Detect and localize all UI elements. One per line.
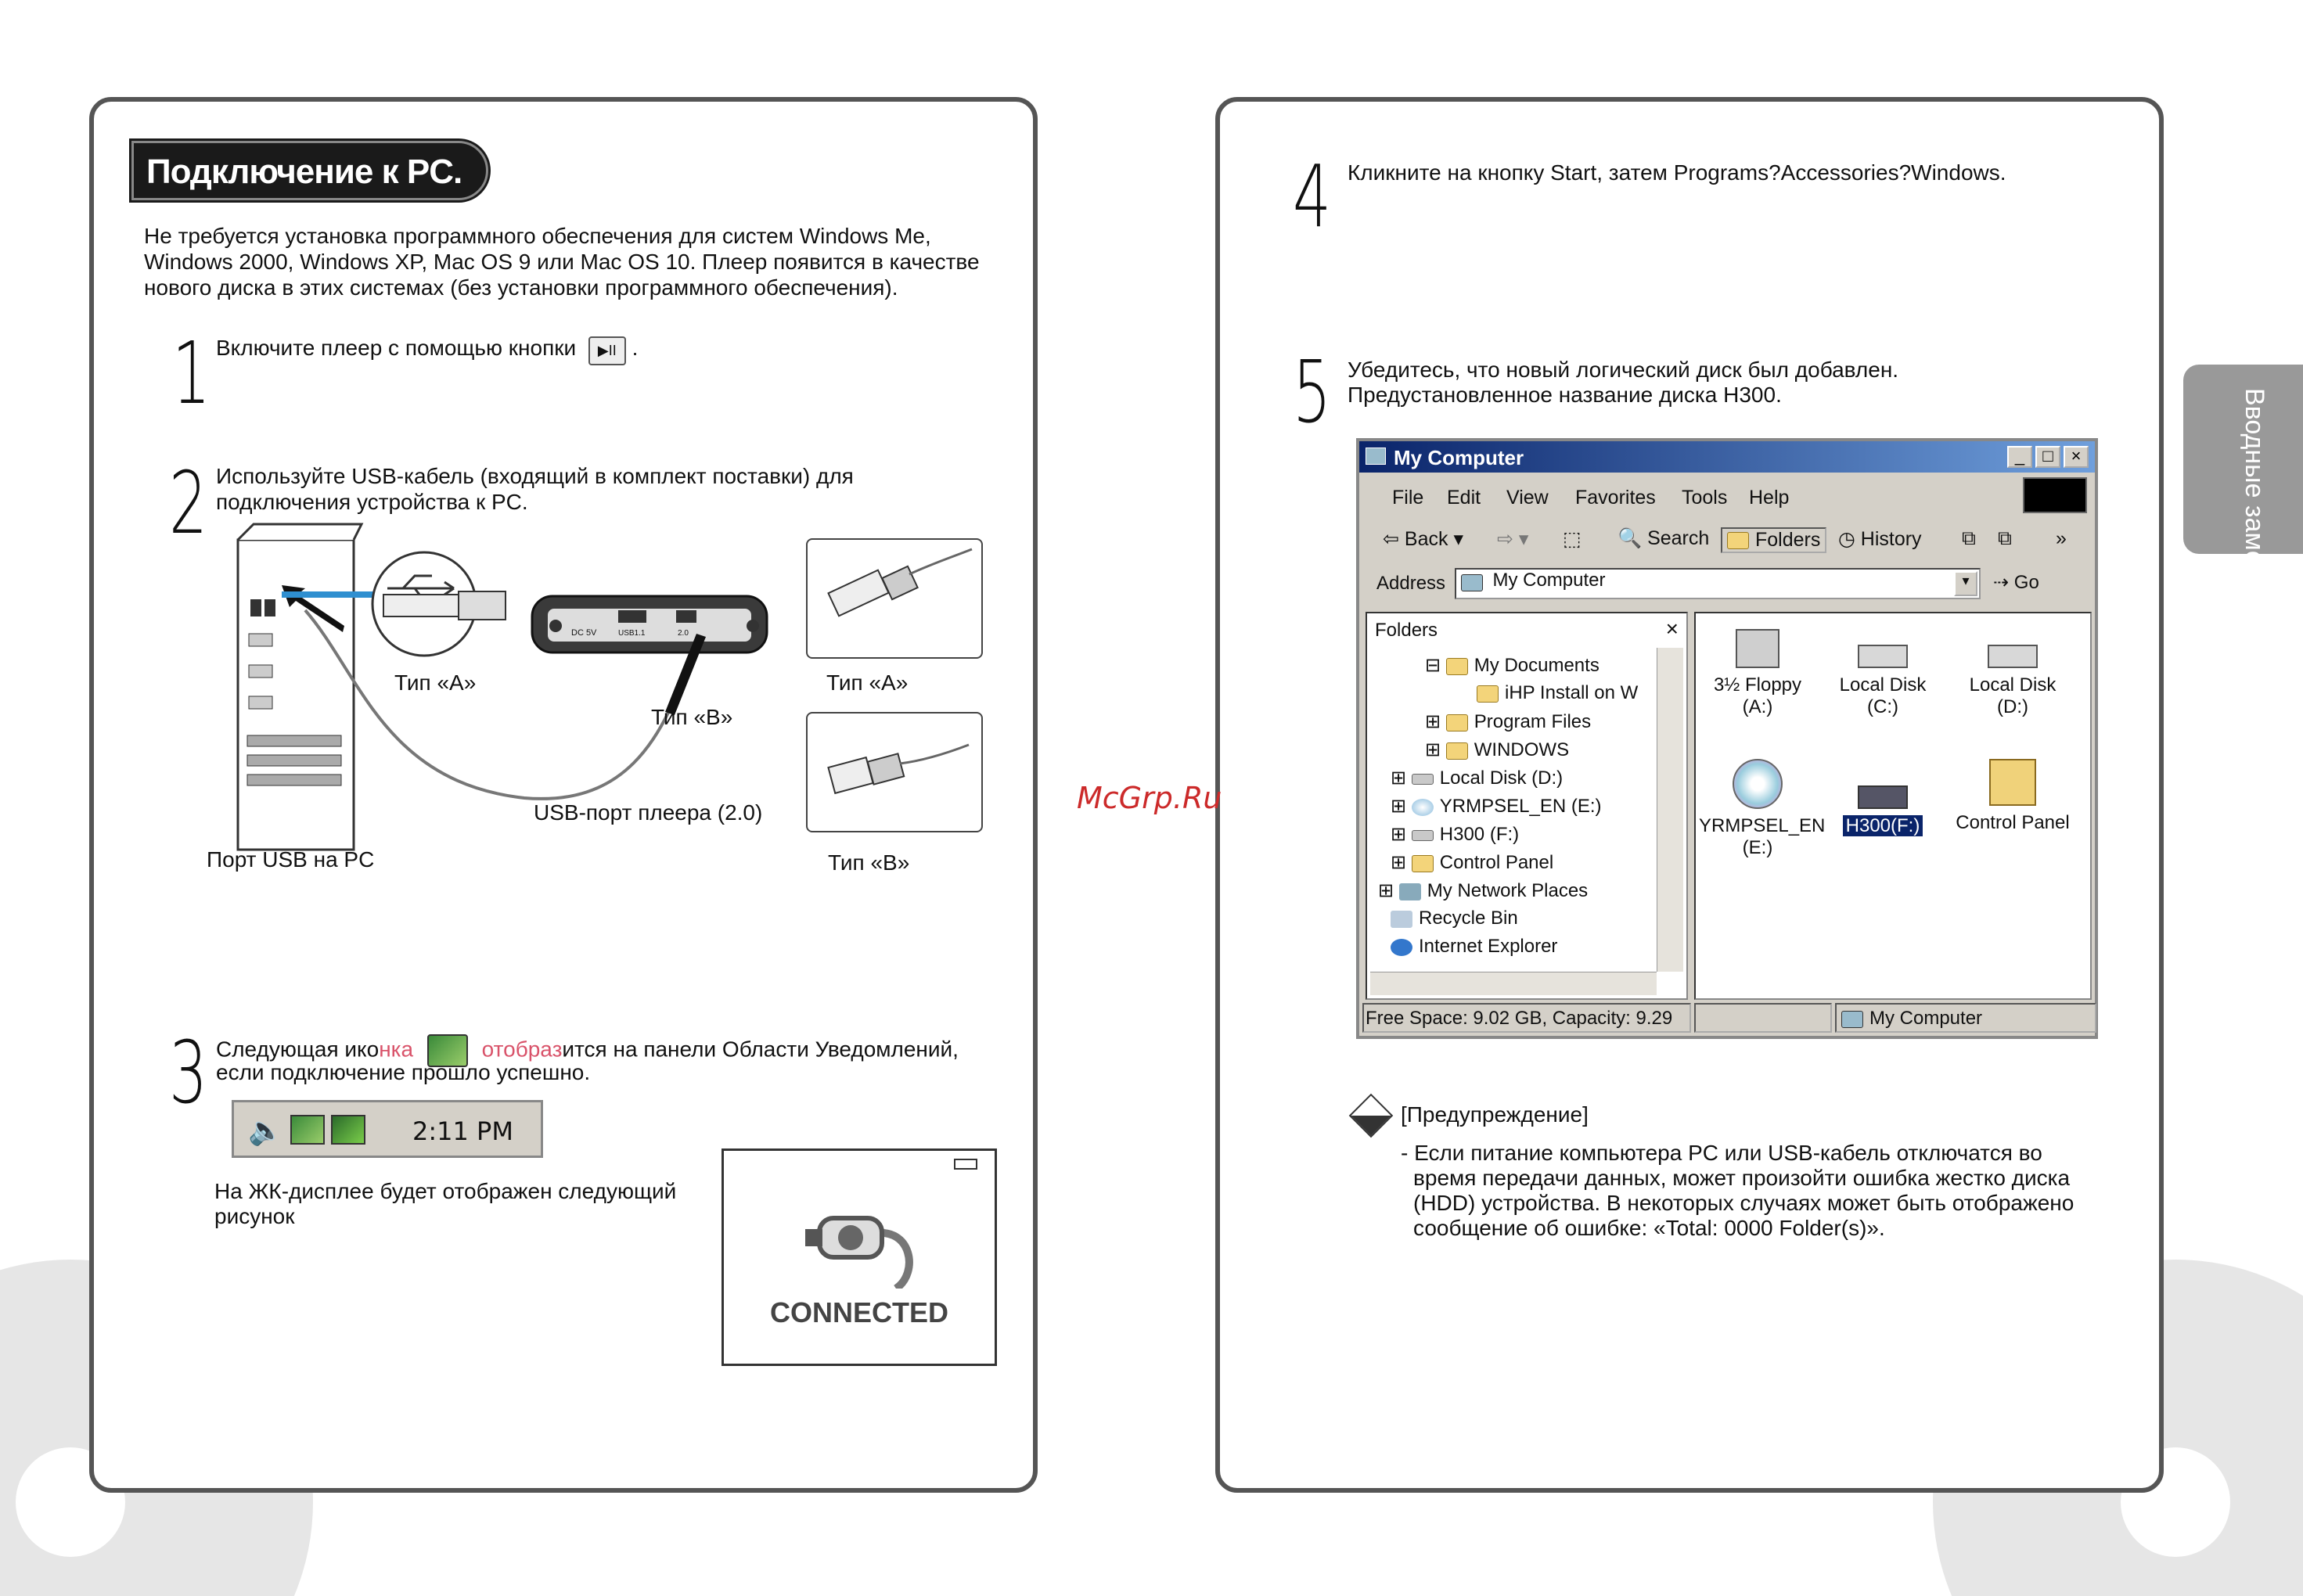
intro-line-1: Не требуется установка программного обеспечения для систем Windows Me,	[144, 224, 931, 248]
folders-icon	[1727, 532, 1749, 549]
forward-button[interactable]: ⇨ ▾	[1497, 528, 1529, 550]
control-panel-item[interactable]	[1954, 759, 2071, 834]
drive-icon	[1858, 645, 1908, 668]
drive-icon	[1412, 830, 1434, 841]
tree-label: WINDOWS	[1474, 739, 1570, 760]
menu-view[interactable]: View	[1506, 487, 1549, 509]
tree-windows[interactable]: ⊞ WINDOWS	[1425, 739, 1570, 760]
tree-label: YRMPSEL_EN (E:)	[1439, 796, 1602, 817]
menu-help[interactable]: Help	[1749, 487, 1790, 509]
label-type-a-right: Тип «A»	[826, 670, 909, 695]
warning-line-4: сообщение об ошибке: «Total: 0000 Folder(s)».	[1413, 1216, 1885, 1240]
intro-line-3: нового диска в этих системах (без установки программного обеспечения).	[144, 275, 898, 300]
back-button[interactable]: ⇦ Back ▾	[1383, 528, 1463, 550]
search-button[interactable]: 🔍 Search	[1617, 527, 1710, 549]
speaker-icon: 🔈	[248, 1114, 283, 1146]
window-titlebar[interactable]	[1359, 441, 2095, 473]
label-type-a: Тип «A»	[394, 670, 477, 695]
maximize-button[interactable]: □	[2035, 446, 2060, 468]
status-right	[1835, 1003, 2096, 1033]
tree-label: My Documents	[1474, 655, 1600, 676]
tree-label: Internet Explorer	[1419, 936, 1558, 957]
tree-label: My Network Places	[1427, 880, 1589, 901]
floppy-drive-item[interactable]	[1699, 629, 1816, 718]
drive-icon	[1988, 645, 2038, 668]
warning-line-3: (HDD) устройства. В некоторых случаях может быть отображено	[1413, 1191, 2074, 1215]
icon-label: Local Disk (D:)	[1969, 674, 2057, 717]
move-to-icon[interactable]: ⧉	[1962, 527, 1976, 549]
lcd-note-line-1: На ЖК-дисплее будет отображен следующий	[214, 1179, 677, 1203]
label-usb-port-player: USB-порт плеера (2.0)	[534, 800, 763, 825]
yrmpsel-cd-item[interactable]	[1699, 759, 1826, 859]
address-value: My Computer	[1492, 570, 1606, 591]
windows-logo-icon	[2023, 477, 2087, 513]
window-title: My Computer	[1394, 446, 1524, 469]
side-tab-label: Вводные замечания	[2240, 388, 2269, 638]
menu-file[interactable]: File	[1392, 487, 1424, 509]
window-icon	[1366, 448, 1386, 465]
player-device-illustration	[532, 596, 767, 652]
play-pause-button-icon: ▶II	[588, 336, 626, 365]
status-left: Free Space: 9.02 GB, Capacity: 9.29	[1362, 1003, 1691, 1033]
folder-icon	[1446, 714, 1468, 732]
player-label-device: 2.0	[678, 629, 689, 638]
tree-network-places[interactable]: ⊞ My Network Places	[1378, 880, 1589, 901]
warning-line-1: - Если питание компьютера PC или USB-кабель отключатся во	[1401, 1141, 2042, 1165]
search-label: Search	[1647, 527, 1710, 549]
back-label: Back	[1404, 528, 1448, 550]
tree-h300[interactable]: ⊞ H300 (F:)	[1391, 824, 1520, 845]
step-3-text-a: Следующая ико	[216, 1037, 380, 1062]
cd-icon	[1733, 759, 1783, 809]
go-button[interactable]: ⇢ Go	[1993, 572, 2039, 593]
step-3-text-c: отобраз	[481, 1037, 563, 1062]
address-field[interactable]	[1455, 568, 1981, 599]
warning-title: [Предупреждение]	[1401, 1102, 1589, 1127]
type-a-connector-box	[806, 538, 983, 659]
label-type-b-right: Тип «B»	[828, 850, 910, 875]
tree-label: Control Panel	[1439, 852, 1554, 873]
system-tray	[232, 1100, 543, 1158]
close-pane-icon[interactable]: ×	[1665, 616, 1679, 641]
section-heading	[131, 141, 488, 200]
computer-icon	[1461, 574, 1483, 591]
local-disk-d-item[interactable]	[1954, 629, 2071, 718]
network-icon	[1399, 883, 1421, 900]
address-label: Address	[1376, 573, 1446, 594]
icon-label-selected: H300(F:)	[1843, 815, 1923, 836]
folder-icon	[1477, 685, 1499, 703]
history-button[interactable]: ◷ History	[1838, 528, 1922, 550]
folder-icon	[1446, 742, 1468, 760]
step-1-label: Включите плеер с помощью кнопки	[216, 336, 577, 360]
tree-internet-explorer[interactable]	[1391, 936, 1557, 958]
tree-program-files[interactable]: ⊞ Program Files	[1425, 711, 1592, 732]
tree-ihp-install[interactable]	[1477, 682, 1638, 704]
menu-edit[interactable]: Edit	[1447, 487, 1481, 509]
recycle-bin-icon	[1391, 911, 1412, 928]
step-4-number: 4	[1293, 146, 1331, 246]
folders-button[interactable]	[1721, 527, 1826, 553]
tree-label: iHP Install on W	[1505, 682, 1639, 703]
folder-icon	[1446, 658, 1468, 675]
contents-pane	[1694, 612, 2092, 1000]
tree-my-documents[interactable]: ⊟ My Documents	[1425, 655, 1600, 676]
section-side-tab	[2183, 365, 2303, 638]
my-computer-window	[1356, 438, 2098, 1039]
pc-tower-illustration	[238, 524, 362, 850]
go-label: Go	[2013, 572, 2039, 593]
ie-icon	[1391, 939, 1412, 956]
tree-control-panel[interactable]: ⊞ Control Panel	[1391, 852, 1554, 873]
usb-cable-icon	[802, 1195, 919, 1289]
usb-device-tray-icon[interactable]	[290, 1115, 325, 1145]
tree-label: H300 (F:)	[1439, 824, 1520, 845]
step-3-text-d: ится на панели Области Уведомлений,	[562, 1037, 959, 1062]
up-folder-icon[interactable]: ⬚	[1563, 528, 1582, 550]
status-bar	[1362, 1003, 2092, 1034]
step-1-text	[216, 335, 638, 365]
step-1-number: 1	[172, 323, 211, 423]
safely-remove-tray-icon[interactable]	[331, 1115, 365, 1145]
player-label-host: USB1.1	[618, 629, 646, 638]
tree-yrmpsel[interactable]: ⊞ YRMPSEL_EN (E:)	[1391, 796, 1602, 817]
step-5-number: 5	[1293, 342, 1331, 442]
step-3-text-b: нка	[379, 1037, 414, 1062]
control-panel-icon	[1412, 855, 1434, 872]
menu-favorites[interactable]: Favorites	[1575, 487, 1656, 509]
control-panel-icon	[1989, 759, 2036, 806]
h300-drive-item[interactable]	[1824, 759, 1941, 837]
history-label: History	[1860, 528, 1922, 550]
icon-label: Local Disk (C:)	[1839, 674, 1927, 717]
folders-label: Folders	[1755, 529, 1821, 551]
connected-text: CONNECTED	[769, 1296, 948, 1328]
step-2-number: 2	[169, 453, 207, 553]
lcd-connected-screen	[721, 1148, 997, 1366]
usb-b-plug-icon	[808, 714, 981, 831]
icon-label: 3½ Floppy (A:)	[1713, 674, 1802, 717]
section-heading-text: Подключение к PC.	[146, 153, 462, 191]
status-middle	[1694, 1003, 1832, 1033]
tray-clock: 2:11 PM	[412, 1116, 513, 1146]
status-right-label: My Computer	[1869, 1008, 1983, 1029]
step-2-line-1: Используйте USB-кабель (входящий в комплект поставки) для	[216, 464, 854, 488]
label-usb-port-pc: Порт USB на PC	[207, 847, 375, 872]
intro-line-2: Windows 2000, Windows XP, Mac OS 9 или Mac OS 10. Плеер появится в качестве	[144, 250, 980, 274]
drive-icon	[1858, 785, 1908, 809]
cd-icon	[1412, 799, 1434, 816]
menu-tools[interactable]: Tools	[1682, 487, 1728, 509]
floppy-icon	[1736, 629, 1779, 668]
computer-icon	[1841, 1011, 1863, 1028]
minimize-button[interactable]: _	[2007, 446, 2032, 468]
folders-pane-title: Folders	[1375, 620, 1438, 641]
icon-label: Control Panel	[1956, 812, 2070, 833]
usb-a-plug-icon	[808, 540, 981, 657]
tree-horizontal-scrollbar[interactable]	[1370, 972, 1657, 995]
copy-to-icon[interactable]: ⧉	[1998, 527, 2012, 549]
warning-line-2: время передачи данных, может произойти ошибка жестко диска	[1413, 1166, 2071, 1190]
label-type-b: Тип «B»	[651, 705, 733, 729]
tree-local-disk-d[interactable]: ⊞ Local Disk (D:)	[1391, 767, 1564, 789]
close-button[interactable]: ×	[2064, 446, 2089, 468]
tree-vertical-scrollbar[interactable]	[1657, 648, 1683, 972]
step-1-end: .	[632, 336, 639, 360]
lcd-note-line-2: рисунок	[214, 1204, 295, 1228]
tree-label: Local Disk (D:)	[1439, 767, 1564, 789]
player-label-dc: DC 5V	[571, 628, 597, 638]
type-b-connector-box	[806, 712, 983, 832]
step-5-line-1: Убедитесь, что новый логический диск был добавлен.	[1348, 358, 1899, 382]
step-3-line-2: если подключение прошло успешно.	[216, 1060, 591, 1084]
tree-label: Recycle Bin	[1419, 908, 1518, 929]
more-toolbar-icon[interactable]: »	[2056, 527, 2067, 549]
drive-icon	[1412, 774, 1434, 785]
local-disk-c-item[interactable]	[1824, 629, 1941, 718]
battery-icon	[954, 1159, 977, 1170]
icon-label: YRMPSEL_EN (E:)	[1699, 815, 1826, 858]
watermark: McGrp.Ru	[1077, 781, 1222, 815]
step-3-number: 3	[169, 1023, 207, 1123]
step-4-text: Кликните на кнопку Start, затем Programs?Accessories?Windows.	[1348, 160, 2006, 185]
address-dropdown-icon[interactable]: ▾	[1954, 571, 1977, 596]
tree-recycle-bin[interactable]	[1391, 908, 1518, 929]
folders-pane	[1366, 612, 1688, 1000]
tree-label: Program Files	[1474, 711, 1592, 732]
step-5-line-2: Предустановленное название диска H300.	[1348, 383, 1782, 407]
step-2-line-2: подключения устройства к PC.	[216, 490, 528, 514]
